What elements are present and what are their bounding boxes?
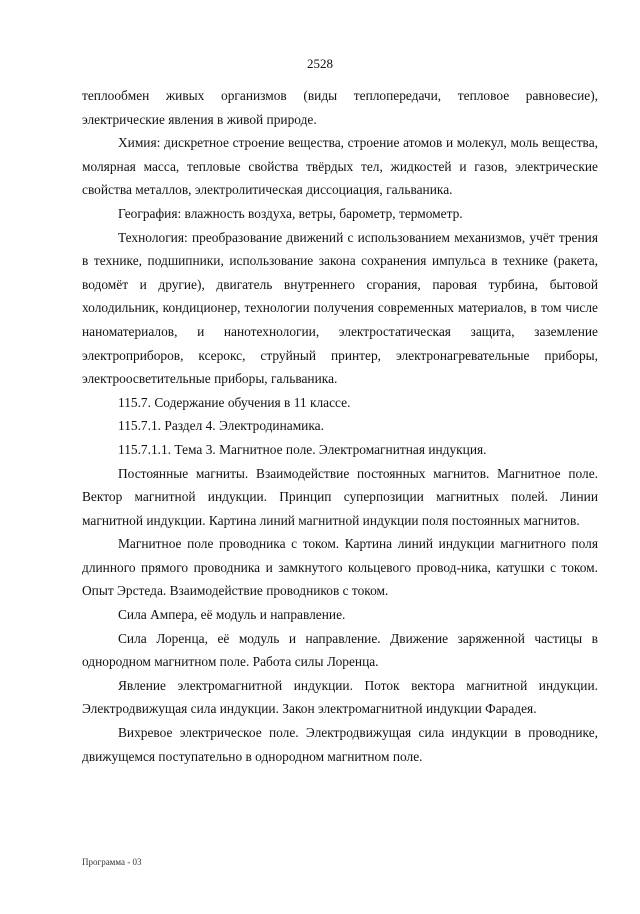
section-heading: 115.7.1. Раздел 4. Электродинамика.: [118, 418, 324, 434]
footer-label: Программа - 03: [82, 857, 142, 867]
paragraph: теплообмен живых организмов (виды теплопередачи, тепловое равновесие), электрические явления в живой природе.: [82, 88, 598, 127]
paragraph: Магнитное поле проводника с током. Картина линий индукции магнитного поля длинного прямого проводника и замкнутого кольцевого провод-ника, катушки с током. Опыт Эрстеда. Взаимодействие проводников с током.: [82, 536, 598, 599]
paragraph: Вихревое электрическое поле. Электродвижущая сила индукции в проводнике, движущемся поступательно в однородном магнитном поле.: [82, 725, 598, 764]
page-body: [82, 84, 598, 768]
paragraph: География: влажность воздуха, ветры, барометр, термометр.: [118, 205, 463, 221]
section-heading: 115.7. Содержание обучения в 11 классе.: [118, 394, 351, 410]
paragraph: Явление электромагнитной индукции. Поток вектора магнитной индукции. Электродвижущая сила индукции. Закон электромагнитной индукции Фарадея.: [82, 677, 598, 717]
paragraph: Сила Ампера, её модуль и направление.: [118, 607, 346, 623]
page-number: 2528: [307, 56, 333, 71]
paragraph: Постоянные магниты. Взаимодействие постоянных магнитов. Магнитное поле. Вектор магнитной индукции. Принцип суперпозиции магнитных полей. Линии магнитной индукции. Картина линий магнитной индукции поля постоянных магнитов.: [82, 465, 598, 528]
paragraph: Сила Лоренца, её модуль и направление. Движение заряженной частицы в однородном магнитном поле. Работа силы Лоренца.: [82, 630, 598, 670]
section-heading: 115.7.1.1. Тема 3. Магнитное поле. Электромагнитная индукция.: [118, 441, 487, 457]
paragraph: Технология: преобразование движений с использованием механизмов, учёт трения в технике, подшипники, использование закона сохранения импульса в технике (ракета, водомёт и другие), двигатель внутреннего сгорания, паровая турбина, бытовой холодильник, кондиционер, технологии получения современных материалов, в том числе наноматериалов, и нанотехнологии, электростатическая защита, заземление электроприборов, ксерокс, струйный принтер, электронагревательные приборы, электроосветительные приборы, гальваника.: [82, 229, 598, 387]
paragraph: Химия: дискретное строение вещества, строение атомов и молекул, моль вещества, молярная масса, тепловые свойства твёрдых тел, жидкостей и газов, электрические свойства металлов, электролитическая диссоциация, гальваника.: [82, 135, 598, 198]
